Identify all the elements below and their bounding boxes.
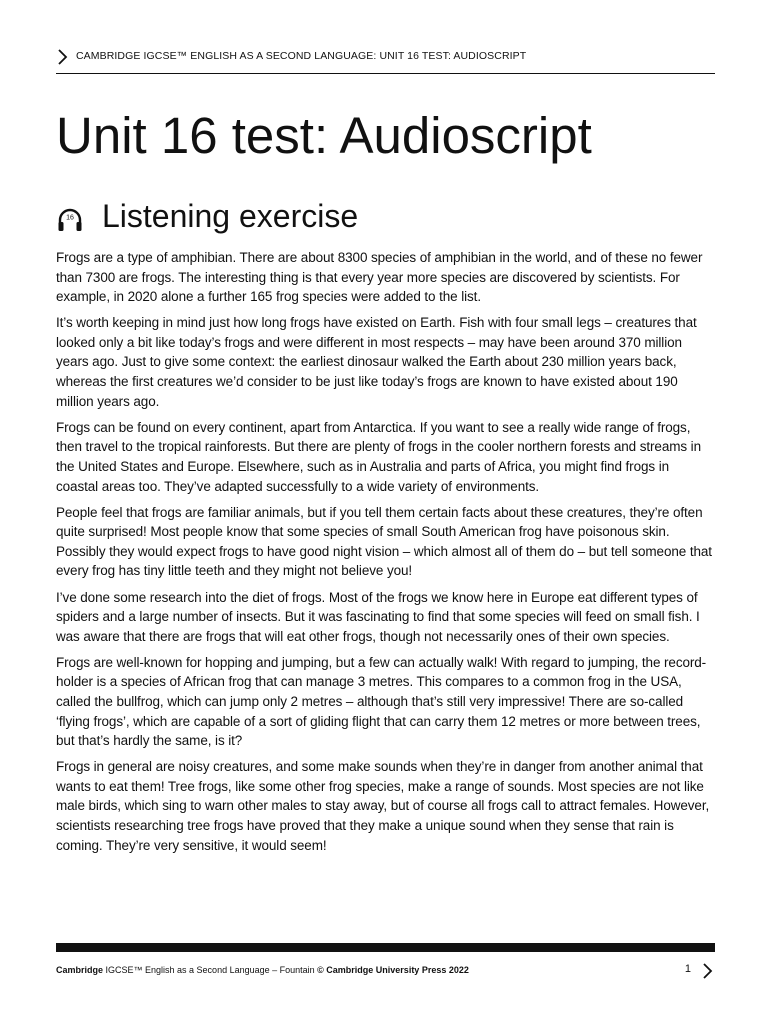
footer-course: IGCSE™ English as a Second Language – Fountain <box>103 965 318 975</box>
section-heading-row <box>56 198 716 242</box>
footer-copyright: © Cambridge University Press 2022 <box>317 965 469 975</box>
paragraph: Frogs are well-known for hopping and jumping, but a few can actually walk! With regard to jumping, the record-holder is a species of African frog that can manage 3 metres. This compares to a common frog in the USA, called the bullfrog, which can jump only 2 metres – although that’s still very impressive! There are so-called ‘flying frogs’, which are capable of a sort of gliding flight that can carry them 12 metres or more between trees, but that’s hardly the same, is it? <box>56 654 707 749</box>
track-number: 16 <box>66 214 74 222</box>
paragraph: I’ve done some research into the diet of frogs. Most of the frogs we know here in Europe eat different types of spiders and a large number of insects. But it was fascinating to find that some species will feed on small fish. I was aware that there are frogs that will eat other frogs, though not necessarily ones of their own species. <box>56 589 700 644</box>
page-title: Unit 16 test: Audioscript <box>56 107 592 164</box>
paragraph: Frogs in general are noisy creatures, and some make sounds when they’re in danger from another animal that wants to eat them! Tree frogs, like some other frog species, make a range of sounds. Most species are not like male birds, which sing to warn other males to stay away, but of course all frogs call to attract females. However, scientists researching tree frogs have proved that they make a unique sound when they sense that rain is coming. They’re very sensitive, it would seem! <box>56 759 710 853</box>
section-heading: Listening exercise <box>102 198 359 234</box>
footer-brand: Cambridge <box>56 965 104 975</box>
paragraph: Frogs are a type of amphibian. There are about 8300 species of amphibian in the world, and of these no fewer than 7300 are frogs. The interesting thing is that every year more species are discovered by scientists. For example, in 2020 alone a further 165 frog species were added to the list. <box>56 250 703 305</box>
chevron-right-icon[interactable] <box>56 48 70 66</box>
headphones-icon[interactable] <box>56 207 84 235</box>
paragraph: It’s worth keeping in mind just how long frogs have existed on Earth. Fish with four small legs – creatures that looked only a bit like today’s frogs and were different in most respects – may have been around 370 million years ago. Just to give some context: the earliest dinosaur walked the Earth about 230 million years back, whereas the first creatures we’d consider to be just like today’s frogs are known to have existed about 190 million years ago. <box>56 315 697 409</box>
page-footer <box>56 963 715 981</box>
paragraph: People feel that frogs are familiar animals, but if you tell them certain facts about these creatures, they’re often quite surprised! Most people know that some species of small South American frog have poisonous skin. Possibly they would expect frogs to have good night vision – which almost all of them do – but tell someone that every frog has tiny little teeth and they might not believe you! <box>56 504 712 579</box>
header-breadcrumb: CAMBRIDGE IGCSE™ ENGLISH AS A SECOND LANGUAGE: UNIT 16 TEST: AUDIOSCRIPT <box>76 50 527 62</box>
footer-rule <box>56 943 715 952</box>
paragraph: Frogs can be found on every continent, apart from Antarctica. If you want to see a really wide range of frogs, then travel to the tropical rainforests. But there are plenty of frogs in the cooler northern forests and streams in the United States and Europe. Elsewhere, such as in Australia and parts of Africa, you might find frogs in coastal areas too. They’ve adapted successfully to a wide variety of environments. <box>56 419 701 494</box>
audioscript-body <box>56 248 714 862</box>
next-page-chevron-icon[interactable] <box>701 962 715 980</box>
running-header <box>56 46 715 74</box>
page-number: 1 <box>684 963 691 975</box>
footer-credit <box>56 965 469 975</box>
